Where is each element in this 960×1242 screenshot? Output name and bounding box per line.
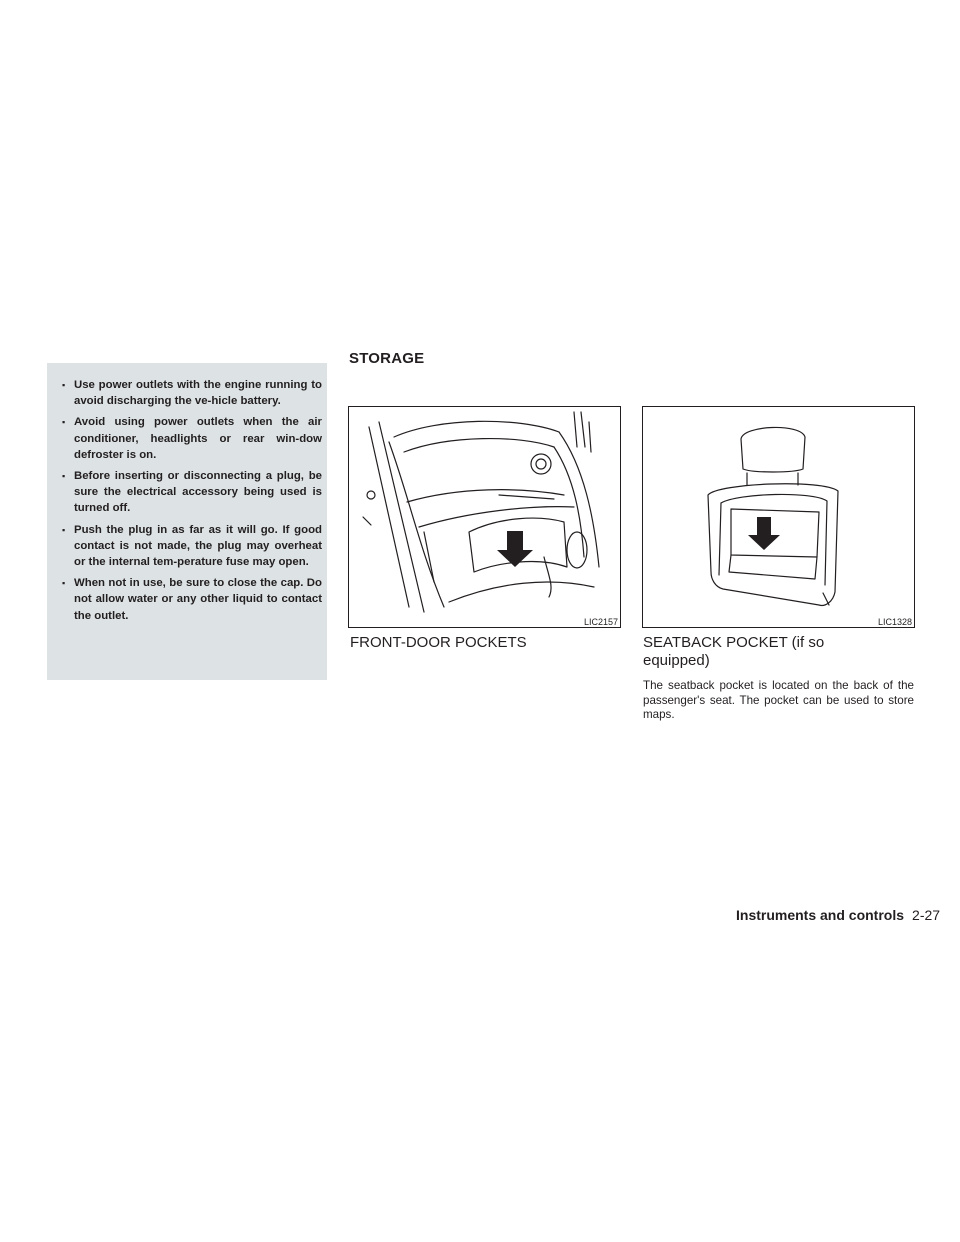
caution-item: ▪ Use power outlets with the engine running to avoid discharging the ve-hicle battery. xyxy=(62,377,322,409)
caution-item: ▪ When not in use, be sure to close the cap. Do not allow water or any other liquid to contact the outlet. xyxy=(62,575,322,624)
figure-code: LIC2157 xyxy=(583,617,618,627)
seatback-illustration xyxy=(642,406,915,628)
section-title: STORAGE xyxy=(349,350,425,367)
figure-code: LIC1328 xyxy=(877,617,912,627)
caution-item: ▪ Before inserting or disconnecting a plug, be sure the electrical accessory being used is turned off. xyxy=(62,468,322,517)
caution-box xyxy=(47,363,327,680)
seatback-pocket-drawing xyxy=(643,407,914,627)
front-door-pockets-heading: FRONT-DOOR POCKETS xyxy=(350,634,527,651)
seatback-description: The seatback pocket is located on the back of the passenger's seat. The pocket can be used to store maps. xyxy=(643,679,914,722)
seatback-pocket-heading: SEATBACK POCKET (if so equipped) xyxy=(643,634,825,669)
page-footer xyxy=(736,907,940,923)
caution-item: ▪ Avoid using power outlets when the air conditioner, headlights or rear win-dow defroster is on. xyxy=(62,414,322,463)
caution-list xyxy=(62,377,322,624)
page-number: 2-27 xyxy=(912,907,941,923)
front-door-illustration xyxy=(348,406,621,628)
caution-item: ▪ Push the plug in as far as it will go. If good contact is not made, the plug may overheat or the internal tem-perature fuse may open. xyxy=(62,522,322,571)
footer-section: Instruments and controls xyxy=(736,907,905,923)
door-pocket-drawing xyxy=(349,407,620,627)
